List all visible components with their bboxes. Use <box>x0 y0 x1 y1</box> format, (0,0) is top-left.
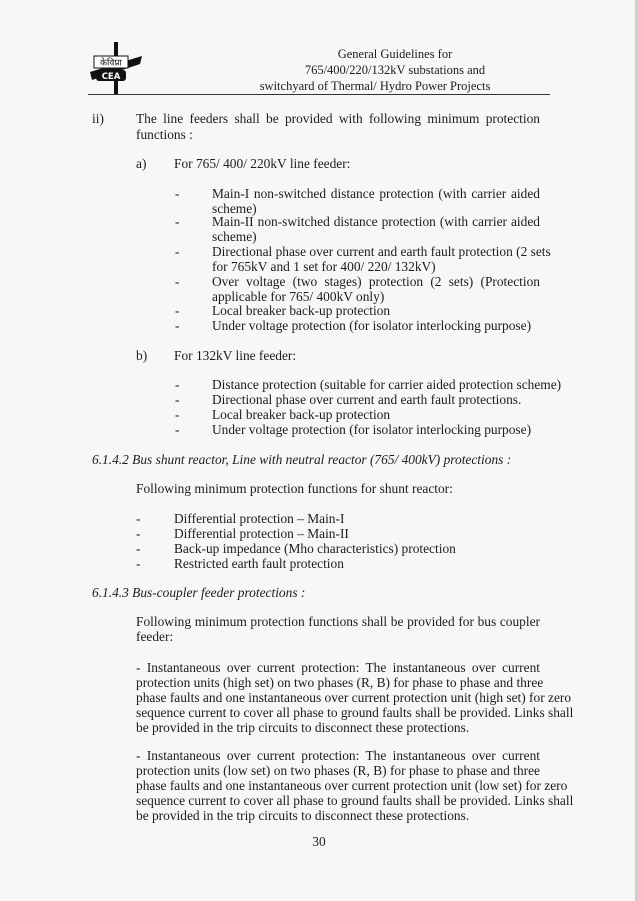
para2-line-3: phase faults and one instantaneous over current protection unit (low set) for zero <box>136 778 568 793</box>
page-header <box>200 46 550 94</box>
header-line-2: 765/400/220/132kV substations and <box>304 63 486 77</box>
item-a-title: For 765/ 400/ 220kV line feeder: <box>174 156 351 171</box>
a-bullet-4-line-2: applicable for 765/ 400kV only) <box>212 289 385 304</box>
header-line-3: switchyard of Thermal/ Hydro Power Projects <box>259 79 491 93</box>
b-bullet-4: Under voltage protection (for isolator interlocking purpose) <box>212 422 532 437</box>
header-line-1: General Guidelines for <box>337 47 453 61</box>
shunt-bullet-1: Differential protection – Main-I <box>174 511 345 526</box>
header-rule <box>88 94 550 95</box>
cea-logo <box>84 42 148 94</box>
para1-line-3: phase faults and one instantaneous over current protection unit (high set) for zero <box>136 690 572 705</box>
a-bullet-1-line-1: Main-I non-switched distance protection (with carrier aided <box>212 186 540 201</box>
section-6142-heading: 6.1.4.2 Bus shunt reactor, Line with neutral reactor (765/ 400kV) protections : <box>92 452 512 467</box>
para1-line-4: sequence current to cover all phase to ground faults shall be provided. Links shall <box>136 705 574 720</box>
bullet-dash: - <box>175 214 180 229</box>
bullet-dash: - <box>136 556 141 571</box>
item-b-marker: b) <box>136 348 148 363</box>
bullet-dash: - <box>136 526 141 541</box>
b-bullet-2: Directional phase over current and earth fault protections. <box>212 392 522 407</box>
item-ii-line-1: The line feeders shall be provided with following minimum protection <box>136 111 540 126</box>
a-bullet-2-line-2: scheme) <box>212 229 257 244</box>
para1-line-5: be provided in the trip circuits to disconnect these protections. <box>136 720 470 735</box>
bullet-dash: - <box>175 186 180 201</box>
bullet-dash: - <box>136 541 141 556</box>
bullet-dash: - <box>136 511 141 526</box>
a-bullet-3-line-1: Directional phase over current and earth fault protection (2 sets <box>212 244 551 259</box>
bullet-dash: - <box>175 274 180 289</box>
para1-line-1: - Instantaneous over current protection: The instantaneous over current <box>136 660 540 675</box>
a-bullet-4-line-1: Over voltage (two stages) protection (2 sets) (Protection <box>212 274 540 289</box>
para2-line-5: be provided in the trip circuits to disconnect these protections. <box>136 808 470 823</box>
bullet-dash: - <box>175 422 180 437</box>
a-bullet-3-line-2: for 765kV and 1 set for 400/ 220/ 132kV) <box>212 259 436 274</box>
a-bullet-6: Under voltage protection (for isolator interlocking purpose) <box>212 318 532 333</box>
b-bullet-1: Distance protection (suitable for carrier aided protection scheme) <box>212 377 562 392</box>
para2-line-1: - Instantaneous over current protection: The instantaneous over current <box>136 748 540 763</box>
shunt-bullet-2: Differential protection – Main-II <box>174 526 349 541</box>
bullet-dash: - <box>175 392 180 407</box>
item-ii-marker: ii) <box>92 111 104 126</box>
a-bullet-5: Local breaker back-up protection <box>212 303 391 318</box>
logo-cea-text: CEA <box>101 72 121 82</box>
section-6143-intro-line-2: feeder: <box>136 629 174 644</box>
bullet-dash: - <box>175 244 180 259</box>
item-b-title: For 132kV line feeder: <box>174 348 297 363</box>
b-bullet-3: Local breaker back-up protection <box>212 407 391 422</box>
item-a-marker: a) <box>136 156 147 171</box>
page-number: 30 <box>312 834 326 849</box>
bullet-dash: - <box>175 303 180 318</box>
bullet-dash: - <box>175 318 180 333</box>
section-6142-intro: Following minimum protection functions for shunt reactor: <box>136 481 453 496</box>
item-ii-line-2: functions : <box>136 127 193 142</box>
para2-line-4: sequence current to cover all phase to ground faults shall be provided. Links shall <box>136 793 574 808</box>
bullet-dash: - <box>175 377 180 392</box>
shunt-bullet-3: Back-up impedance (Mho characteristics) protection <box>174 541 456 556</box>
shunt-bullet-4: Restricted earth fault protection <box>174 556 344 571</box>
para2-line-2: protection units (low set) on two phases (R, B) for phase to phase and three <box>136 763 540 778</box>
a-bullet-1-line-2: scheme) <box>212 201 257 216</box>
a-bullet-2-line-1: Main-II non-switched distance protection (with carrier aided <box>212 214 540 229</box>
bullet-dash: - <box>175 407 180 422</box>
section-6143-intro-line-1: Following minimum protection functions shall be provided for bus coupler <box>136 614 540 629</box>
logo-hindi-text: केविप्रा <box>100 58 122 69</box>
para1-line-2: protection units (high set) on two phases (R, B) for phase to phase and three <box>136 675 544 690</box>
section-6143-heading: 6.1.4.3 Bus-coupler feeder protections : <box>92 585 306 600</box>
